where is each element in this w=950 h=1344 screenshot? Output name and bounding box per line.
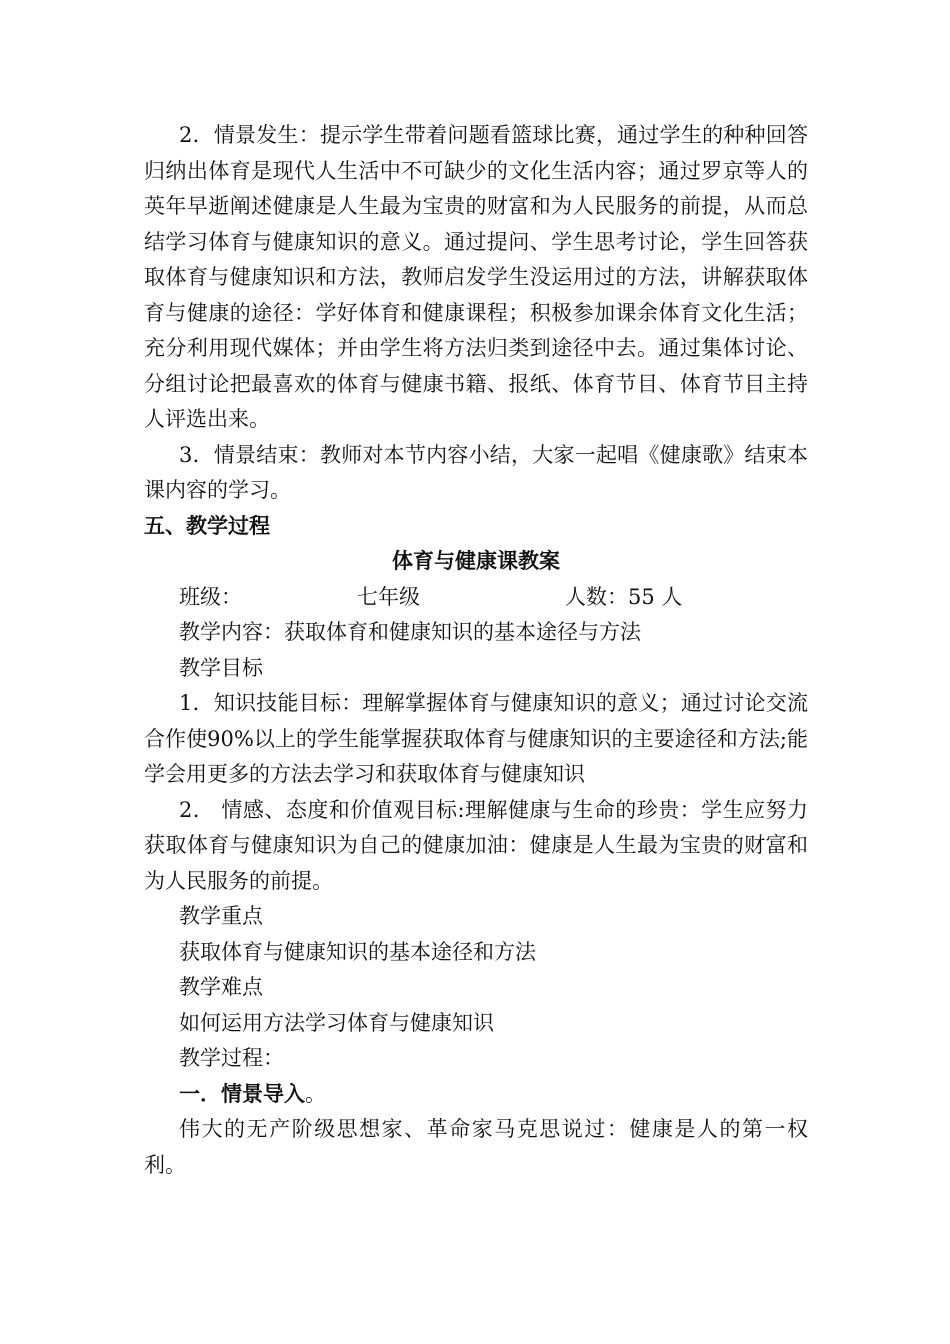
student-count: 人数：55 人 (565, 584, 683, 609)
paragraph-scene-development: 2．情景发生：提示学生带着问题看篮球比赛，通过学生的种种回答归纳出体育是现代人生活中不可缺少的文化生活内容；通过罗京等人的英年早逝阐述健康是人生最为宝贵的财富和为人民服务的前提，从而总结学习体育与健康知识的意义。通过提问、学生思考讨论，学生回答获取体育与健康知识和方法，教师启发学生没运用过的方法，讲解获取体育与健康的途径：学好体育和健康课程；积极参加课余体育文化生活；充分利用现代媒体；并由学生将方法归类到途径中去。通过集体讨论、分组讨论把最喜欢的体育与健康书籍、报纸、体育节目、体育节目主持人评选出来。 (144, 123, 808, 431)
process-heading: 教学过程： (179, 1046, 284, 1070)
paragraph-scene-ending: 3．情景结束：教师对本节内容小结，大家一起唱《健康歌》结束本课内容的学习。 (144, 442, 808, 502)
class-info-line (144, 580, 808, 616)
difficult-points-heading: 教学难点 (179, 975, 263, 999)
lesson-plan-title: 体育与健康课教案 (392, 549, 560, 573)
teaching-content: 教学内容：获取体育和健康知识的基本途径与方法 (179, 620, 641, 644)
marx-quote: 伟大的无产阶级思想家、革命家马克思说过：健康是人的第一权利。 (144, 1117, 808, 1177)
section-heading-teaching-process: 五、教学过程 (144, 513, 270, 538)
document-page (144, 118, 808, 1183)
goal-emotion-values: 2． 情感、态度和价值观目标:理解健康与生命的珍贵：学生应努力获取体育与健康知识为自己的健康加油：健康是人生最为宝贵的财富和为人民服务的前提。 (144, 797, 808, 893)
key-points-text: 获取体育与健康知识的基本途径和方法 (179, 939, 536, 964)
class-value: 七年级 (357, 584, 420, 609)
step-one-title: 一．情景导入 (179, 1081, 305, 1106)
step-one-punct: 。 (305, 1081, 326, 1106)
teaching-goals-heading: 教学目标 (179, 655, 263, 680)
goal-knowledge-skills: 1．知识技能目标：理解掌握体育与健康知识的意义；通过讨论交流合作使90%以上的学生能掌握获取体育与健康知识的主要途径和方法;能学会用更多的方法去学习和获取体育与健康知识 (144, 691, 808, 786)
difficult-points-text: 如何运用方法学习体育与健康知识 (179, 1010, 494, 1035)
step-one-heading (144, 1077, 808, 1113)
class-label: 班级： (179, 584, 242, 609)
key-points-heading: 教学重点 (179, 904, 263, 928)
